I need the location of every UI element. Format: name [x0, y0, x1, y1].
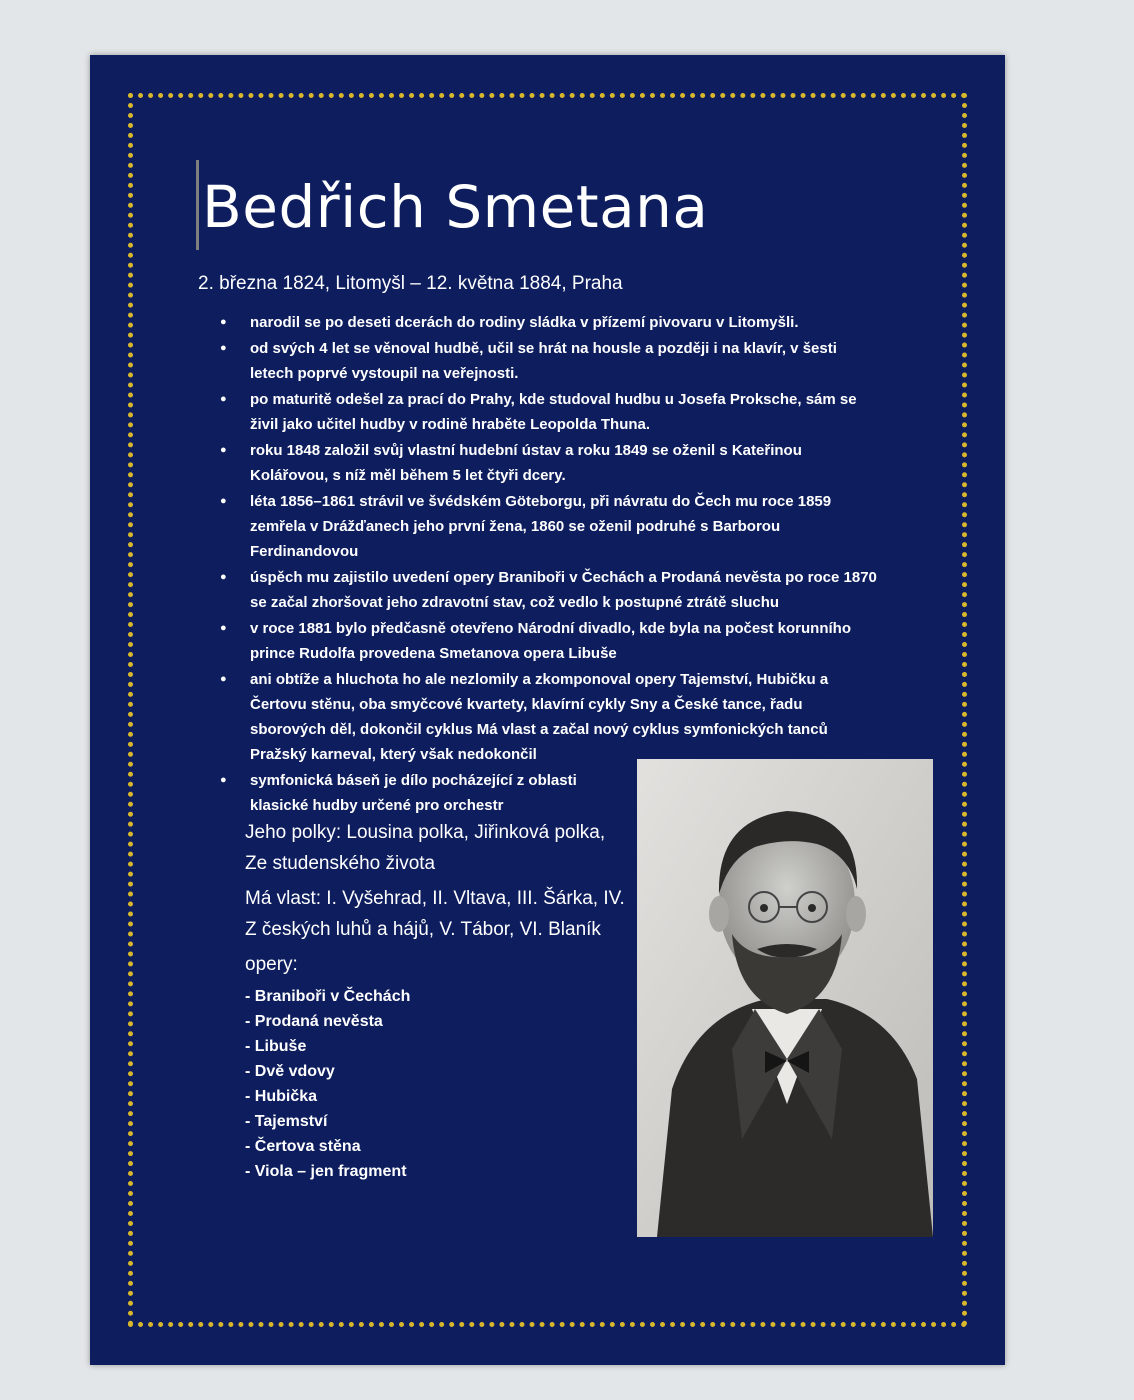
list-item[interactable]: ● od svých 4 let se věnoval hudbě, učil se hrát na housle a později i na klavír, v šesti letech poprvé vystoupil na veřejnosti. [220, 336, 880, 386]
list-item[interactable]: - Dvě vdovy [245, 1063, 335, 1080]
list-item[interactable]: ● v roce 1881 bylo předčasně otevřeno Národní divadlo, kde byla na počest korunního prince Rudolfa provedena Smetanova opera Libuše [220, 616, 880, 666]
document-page [90, 55, 1005, 1365]
portrait-photo[interactable] [637, 759, 933, 1237]
list-item[interactable]: ● symfonická báseň je dílo pocházející z oblasti klasické hudby určené pro orchestr [220, 768, 610, 818]
polky-line[interactable]: Jeho polky: Lousina polka, Jiřinková polka, Ze studenského života [245, 822, 606, 874]
portrait-illustration [637, 759, 933, 1237]
facts-list [220, 310, 880, 819]
list-item[interactable]: - Viola – jen fragment [245, 1163, 407, 1180]
list-item[interactable]: ● po maturitě odešel za prací do Prahy, kde studoval hudbu u Josefa Proksche, sám se živil jako učitel hudby v rodině hraběte Leopolda Thuna. [220, 387, 880, 437]
list-item[interactable]: - Hubička [245, 1088, 318, 1105]
list-item[interactable]: ● roku 1848 založil svůj vlastní hudební ústav a roku 1849 se oženil s Kateřinou Kolářovou, s níž měl během 5 let čtyři dcery. [220, 438, 880, 488]
life-dates[interactable]: 2. března 1824, Litomyšl – 12. května 1884, Praha [198, 273, 623, 294]
page-title[interactable]: Bedřich Smetana [202, 173, 709, 241]
list-item[interactable]: - Libuše [245, 1038, 307, 1055]
ma-vlast-line[interactable]: Má vlast: I. Vyšehrad, II. Vltava, III. Šárka, IV. Z českých luhů a hájů, V. Tábor, VI. Blaník [245, 888, 625, 940]
list-item[interactable]: ● narodil se po deseti dcerách do rodiny sládka v přízemí pivovaru v Litomyšli. [220, 310, 880, 335]
opery-heading[interactable]: opery: [245, 954, 298, 975]
opery-list [245, 984, 625, 1184]
list-item[interactable]: ● léta 1856–1861 strávil ve švédském Göteborgu, při návratu do Čech mu roce 1859 zemřela v Drážďanech jeho první žena, 1860 se oženil podruhé s Barborou Ferdinandovou [220, 489, 880, 564]
list-item[interactable]: - Tajemství [245, 1113, 328, 1130]
list-item[interactable]: ● úspěch mu zajistilo uvedení opery Braniboři v Čechách a Prodaná nevěsta po roce 1870 se začal zhoršovat jeho zdravotní stav, což vedlo k postupné ztrátě sluchu [220, 565, 880, 615]
list-item[interactable]: - Čertova stěna [245, 1138, 361, 1155]
list-item[interactable]: - Prodaná nevěsta [245, 1013, 383, 1030]
text-cursor [196, 160, 199, 250]
works-section [245, 817, 625, 1184]
list-item[interactable]: - Braniboři v Čechách [245, 988, 411, 1005]
list-item[interactable]: ● ani obtíže a hluchota ho ale nezlomily a zkomponoval opery Tajemství, Hubičku a Čertovu stěnu, oba smyčcové kvartety, klavírní cykly Sny a České tance, řadu sborových děl, dokončil cyklus Má vlast a začal nový cyklus symfonických tanců Pražský karneval, který však nedokončil [220, 667, 880, 767]
